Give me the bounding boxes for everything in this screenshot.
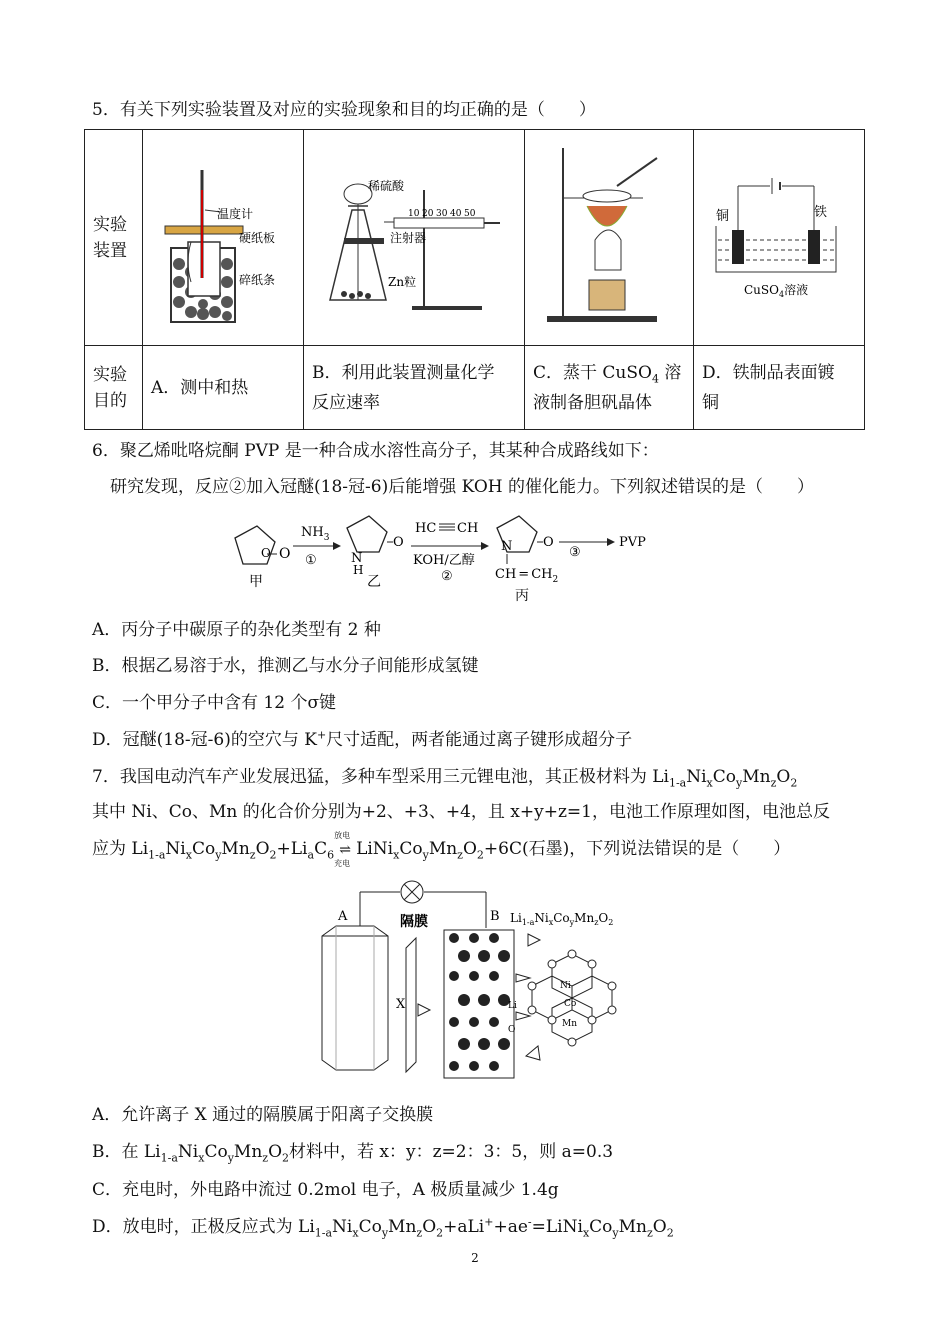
purpose-d: D．铁制品表面镀 铜 <box>694 346 865 430</box>
svg-text:O: O <box>261 546 271 560</box>
svg-text:NH3: $NH_3$ <box>301 525 330 543</box>
svg-text:Li1-aNixCoyMnzO2: $Li_{1-a}Ni_xCo_yMn_zO_2$ <box>510 911 614 927</box>
svg-text:10: 10 <box>408 209 420 219</box>
svg-text:PVP: PVP <box>619 535 646 550</box>
q6-option-c: C．一个甲分子中含有 12 个σ键 <box>92 693 337 713</box>
row-head-apparatus: 实验 装置 <box>85 130 143 346</box>
svg-text:O: O <box>508 1025 516 1035</box>
svg-text:30: 30 <box>436 209 448 219</box>
purpose-b: B．利用此装置测量化学 反应速率 <box>304 346 525 430</box>
gas-syringe-diagram <box>304 130 524 340</box>
svg-text:硬纸板: 硬纸板 <box>239 231 276 245</box>
calorimeter-diagram <box>143 130 303 340</box>
q7-option-b: B．在 $Li_{1-a}Ni_xCo_yMn_zO_2$材料中，若 x：y：z=2：3：5，则 a=0.3 <box>92 1142 614 1165</box>
pvp-synthesis-scheme <box>215 508 675 608</box>
purpose-a: A．测中和热 <box>143 346 304 430</box>
svg-text:O: O <box>279 546 291 562</box>
page-number: 2 <box>471 1251 479 1265</box>
svg-text:注射器: 注射器 <box>390 231 427 245</box>
svg-text:丙: 丙 <box>515 588 529 604</box>
q6-stem: 6．聚乙烯吡咯烷酮 PVP 是一种合成水溶性高分子，其某种合成路线如下： <box>92 441 659 461</box>
svg-text:隔膜: 隔膜 <box>400 914 428 930</box>
q7-stem-line2: 其中 Ni、Co、Mn 的化合价分别为+2、+3、+4，且 x+y+z=1，电池工作原理如图，电池总反 <box>92 802 830 822</box>
svg-text:H: H <box>353 563 364 577</box>
svg-text:Mn: Mn <box>562 1019 578 1029</box>
q6-option-a: A．丙分子中碳原子的杂化类型有 2 种 <box>92 620 381 640</box>
q7-stem-line1: 7．我国电动汽车产业发展迅猛，多种车型采用三元锂电池，其正极材料为 $Li_{1-a}Ni_xCo_yMn_zO_2$ <box>92 767 798 790</box>
svg-text:铁: 铁 <box>814 205 828 220</box>
svg-text:N: N <box>351 551 363 566</box>
svg-text:③: ③ <box>569 545 581 560</box>
svg-text:温度计: 温度计 <box>217 207 254 221</box>
svg-text:Li: Li <box>508 1001 517 1011</box>
q7-stem-line3: 应为 $Li_{1-a}Ni_xCo_yMn_zO_2+Li_aC_6$ 放电 ⇌ 充电 $LiNi_xCo_yMn_zO_2+6C$(石墨)，下列说法错误的是（ ） <box>92 831 791 868</box>
q5-stem: 5．有关下列实验装置及对应的实验现象和目的均正确的是（ ） <box>92 100 596 120</box>
svg-text:甲: 甲 <box>249 574 263 590</box>
q5-table <box>84 129 865 430</box>
svg-text:②: ② <box>441 569 453 584</box>
svg-text:20: 20 <box>422 209 434 219</box>
apparatus-d <box>694 130 865 346</box>
svg-text:Zn粒: Zn粒 <box>388 275 417 289</box>
svg-text:X: X <box>396 997 406 1012</box>
svg-text:Co: Co <box>564 999 577 1009</box>
q6-stem2: 研究发现，反应②加入冠醚(18-冠-6)后能增强 KOH 的催化能力。下列叙述错误的是（ ） <box>110 477 815 497</box>
svg-text:KOH/乙醇: KOH/乙醇 <box>413 553 475 568</box>
q7-option-a: A．允许离子 X 通过的隔膜属于阳离子交换膜 <box>92 1105 434 1125</box>
svg-text:O: O <box>543 535 554 550</box>
svg-text:CH=CH2: CH = $CH_2$ <box>495 567 559 585</box>
svg-text:A: A <box>338 909 348 924</box>
svg-text:HC: HC <box>415 521 437 536</box>
svg-text:铜: 铜 <box>716 209 730 224</box>
electroplating-diagram <box>694 130 864 340</box>
apparatus-a <box>143 130 304 346</box>
svg-text:50: 50 <box>464 209 476 219</box>
svg-text:碎纸条: 碎纸条 <box>239 273 276 287</box>
evaporation-diagram <box>525 130 693 340</box>
battery-diagram <box>300 876 640 1088</box>
q7-option-d: D．放电时，正极反应式为 $Li_{1-a}Ni_xCo_yMn_zO_2+aLi^++ae^-=LiNi_xCo_yMn_zO_2$ <box>92 1215 674 1240</box>
row-head-purpose: 实验 目的 <box>85 346 143 430</box>
apparatus-b <box>304 130 525 346</box>
svg-text:CuSO4溶液: CuSO$_4$溶液 <box>744 283 809 299</box>
svg-text:乙: 乙 <box>367 574 381 590</box>
svg-text:①: ① <box>305 553 317 568</box>
svg-text:Ni: Ni <box>560 981 571 991</box>
svg-text:CH: CH <box>457 521 479 536</box>
svg-text:40: 40 <box>450 209 462 219</box>
svg-text:N: N <box>501 539 513 554</box>
q6-option-b: B．根据乙易溶于水，推测乙与水分子间能形成氢键 <box>92 656 479 676</box>
purpose-c: C．蒸干 CuSO$_4$ 溶 液制备胆矾晶体 <box>525 346 694 430</box>
q7-option-c: C．充电时，外电路中流过 0.2mol 电子，A 极质量减少 1.4g <box>92 1180 559 1200</box>
svg-text:O: O <box>393 535 404 550</box>
q6-option-d: D．冠醚(18-冠-6)的空穴与 K+尺寸适配，两者能通过离子键形成超分子 <box>92 728 633 750</box>
apparatus-c <box>525 130 694 346</box>
svg-text:稀硫酸: 稀硫酸 <box>368 179 405 193</box>
svg-text:B: B <box>490 909 500 924</box>
